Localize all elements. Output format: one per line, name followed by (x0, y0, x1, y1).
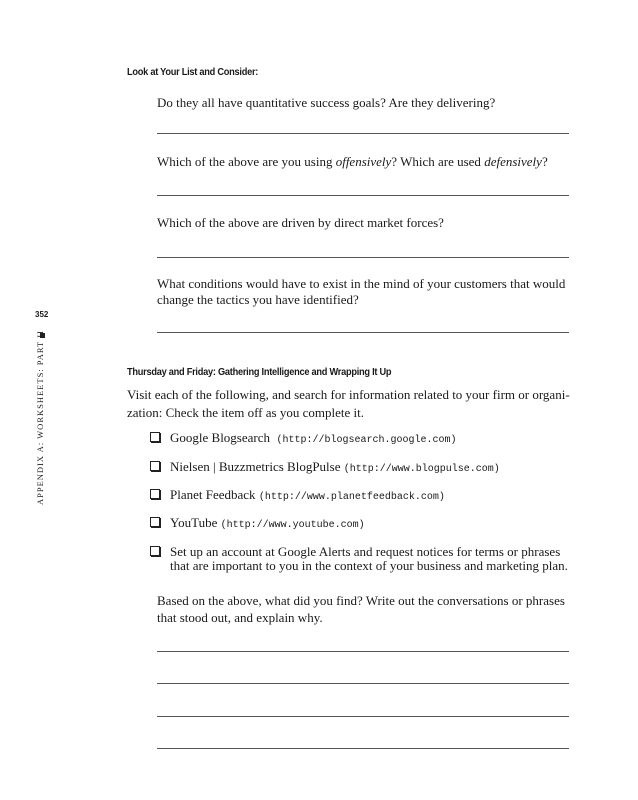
item-label: Nielsen | Buzzmetrics BlogPulse (170, 459, 341, 474)
checkbox[interactable] (150, 432, 160, 442)
checkbox[interactable] (150, 461, 160, 471)
item-url: (http://www.youtube.com) (220, 520, 365, 531)
question-offensive-defensive (157, 154, 548, 170)
answer-line[interactable] (157, 651, 569, 652)
followup-line1: Based on the above, what did you find? Write out the conversations or phrases (157, 593, 565, 608)
checkbox[interactable] (150, 517, 160, 527)
section-heading-consider: Look at Your List and Consider: (127, 66, 259, 78)
answer-line[interactable] (157, 133, 569, 134)
checklist-item-blogpulse (150, 459, 500, 478)
item-label-line1: Set up an account at Google Alerts and request notices for terms or phrases (170, 544, 561, 559)
question-emphasis-offensively: offensively (335, 154, 392, 169)
question-emphasis-defensively: defensively (484, 154, 542, 169)
question-part: ? Which are used (391, 154, 485, 169)
intro-line1: Visit each of the following, and search for information related to your firm or organi- (127, 387, 570, 402)
question-success-goals: Do they all have quantitative success goals? Are they delivering? (157, 95, 496, 110)
answer-line[interactable] (157, 195, 569, 196)
question-market-forces: Which of the above are driven by direct market forces? (157, 215, 444, 230)
question-conditions-line2: change the tactics you have identified? (157, 292, 359, 307)
answer-line[interactable] (157, 257, 569, 258)
item-label: YouTube (170, 515, 218, 530)
page-number: 352 (35, 310, 49, 319)
item-url: (http://blogsearch.google.com) (276, 435, 457, 446)
item-url: (http://www.blogpulse.com) (343, 464, 500, 475)
item-label-line2: that are important to you in the context of your business and marketing plan. (170, 558, 568, 573)
running-head: APPENDIX A: WORKSHEETS: PART II (35, 330, 45, 505)
checklist-item-planet-feedback (150, 487, 445, 506)
checkbox[interactable] (150, 489, 160, 499)
checklist-item-google-blogsearch (150, 430, 457, 449)
question-part: ? (541, 154, 548, 169)
item-label: Planet Feedback (170, 487, 256, 502)
item-url: (http://www.planetfeedback.com) (258, 492, 445, 503)
answer-line[interactable] (157, 683, 569, 684)
item-label: Google Blogsearch (170, 430, 271, 445)
section-heading-thursday-friday: Thursday and Friday: Gathering Intelligence and Wrapping It Up (127, 366, 392, 378)
checklist-item-youtube (150, 515, 365, 534)
checkbox[interactable] (150, 546, 160, 556)
intro-line2: zation: Check the item off as you complete it. (127, 405, 364, 420)
question-conditions-line1: What conditions would have to exist in the mind of your customers that would (157, 276, 566, 291)
answer-line[interactable] (157, 748, 569, 749)
question-part: Which of the above are you using (157, 154, 336, 169)
answer-line[interactable] (157, 332, 569, 333)
followup-line2: that stood out, and explain why. (157, 610, 323, 625)
answer-line[interactable] (157, 716, 569, 717)
